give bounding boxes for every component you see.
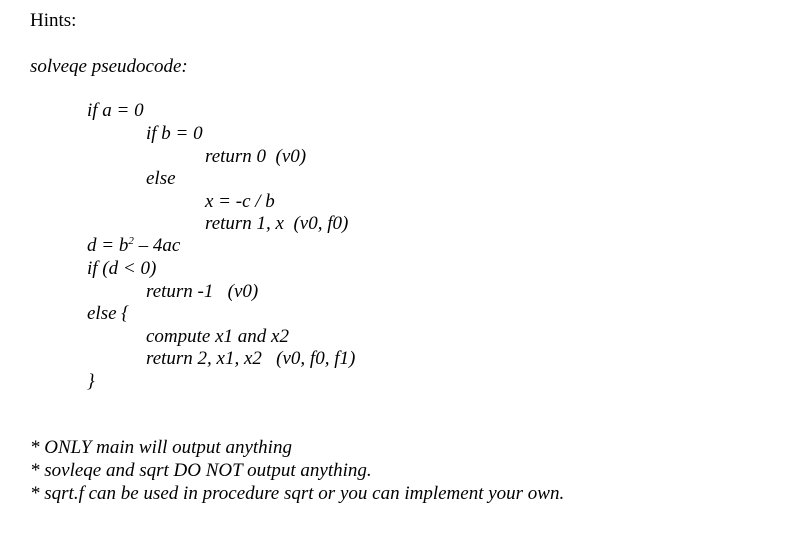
code-text: d = b xyxy=(87,235,129,256)
code-line: return 1, x (v0, f0) xyxy=(205,213,349,234)
note-item: * ONLY main will output anything xyxy=(30,437,292,458)
code-line: if (d < 0) xyxy=(87,258,157,279)
hints-heading: Hints: xyxy=(30,10,77,31)
code-line-discriminant xyxy=(87,235,180,257)
code-line: return 2, x1, x2 (v0, f0, f1) xyxy=(146,348,356,369)
note-item: * sqrt.f can be used in procedure sqrt or you can implement your own. xyxy=(30,483,565,504)
code-line: return -1 (v0) xyxy=(146,281,259,302)
code-line: else { xyxy=(87,303,129,324)
code-line: } xyxy=(87,371,95,392)
exponent: 2 xyxy=(128,235,134,247)
code-line: compute x1 and x2 xyxy=(146,326,289,347)
pseudocode-heading: solveqe pseudocode: xyxy=(30,56,188,77)
note-item: * sovleqe and sqrt DO NOT output anything. xyxy=(30,460,372,481)
code-line: else xyxy=(146,168,176,189)
code-line: if b = 0 xyxy=(146,123,203,144)
code-line: x = -c / b xyxy=(205,191,275,212)
code-line: return 0 (v0) xyxy=(205,146,307,167)
code-text: – 4ac xyxy=(133,235,181,256)
code-line: if a = 0 xyxy=(87,100,144,121)
